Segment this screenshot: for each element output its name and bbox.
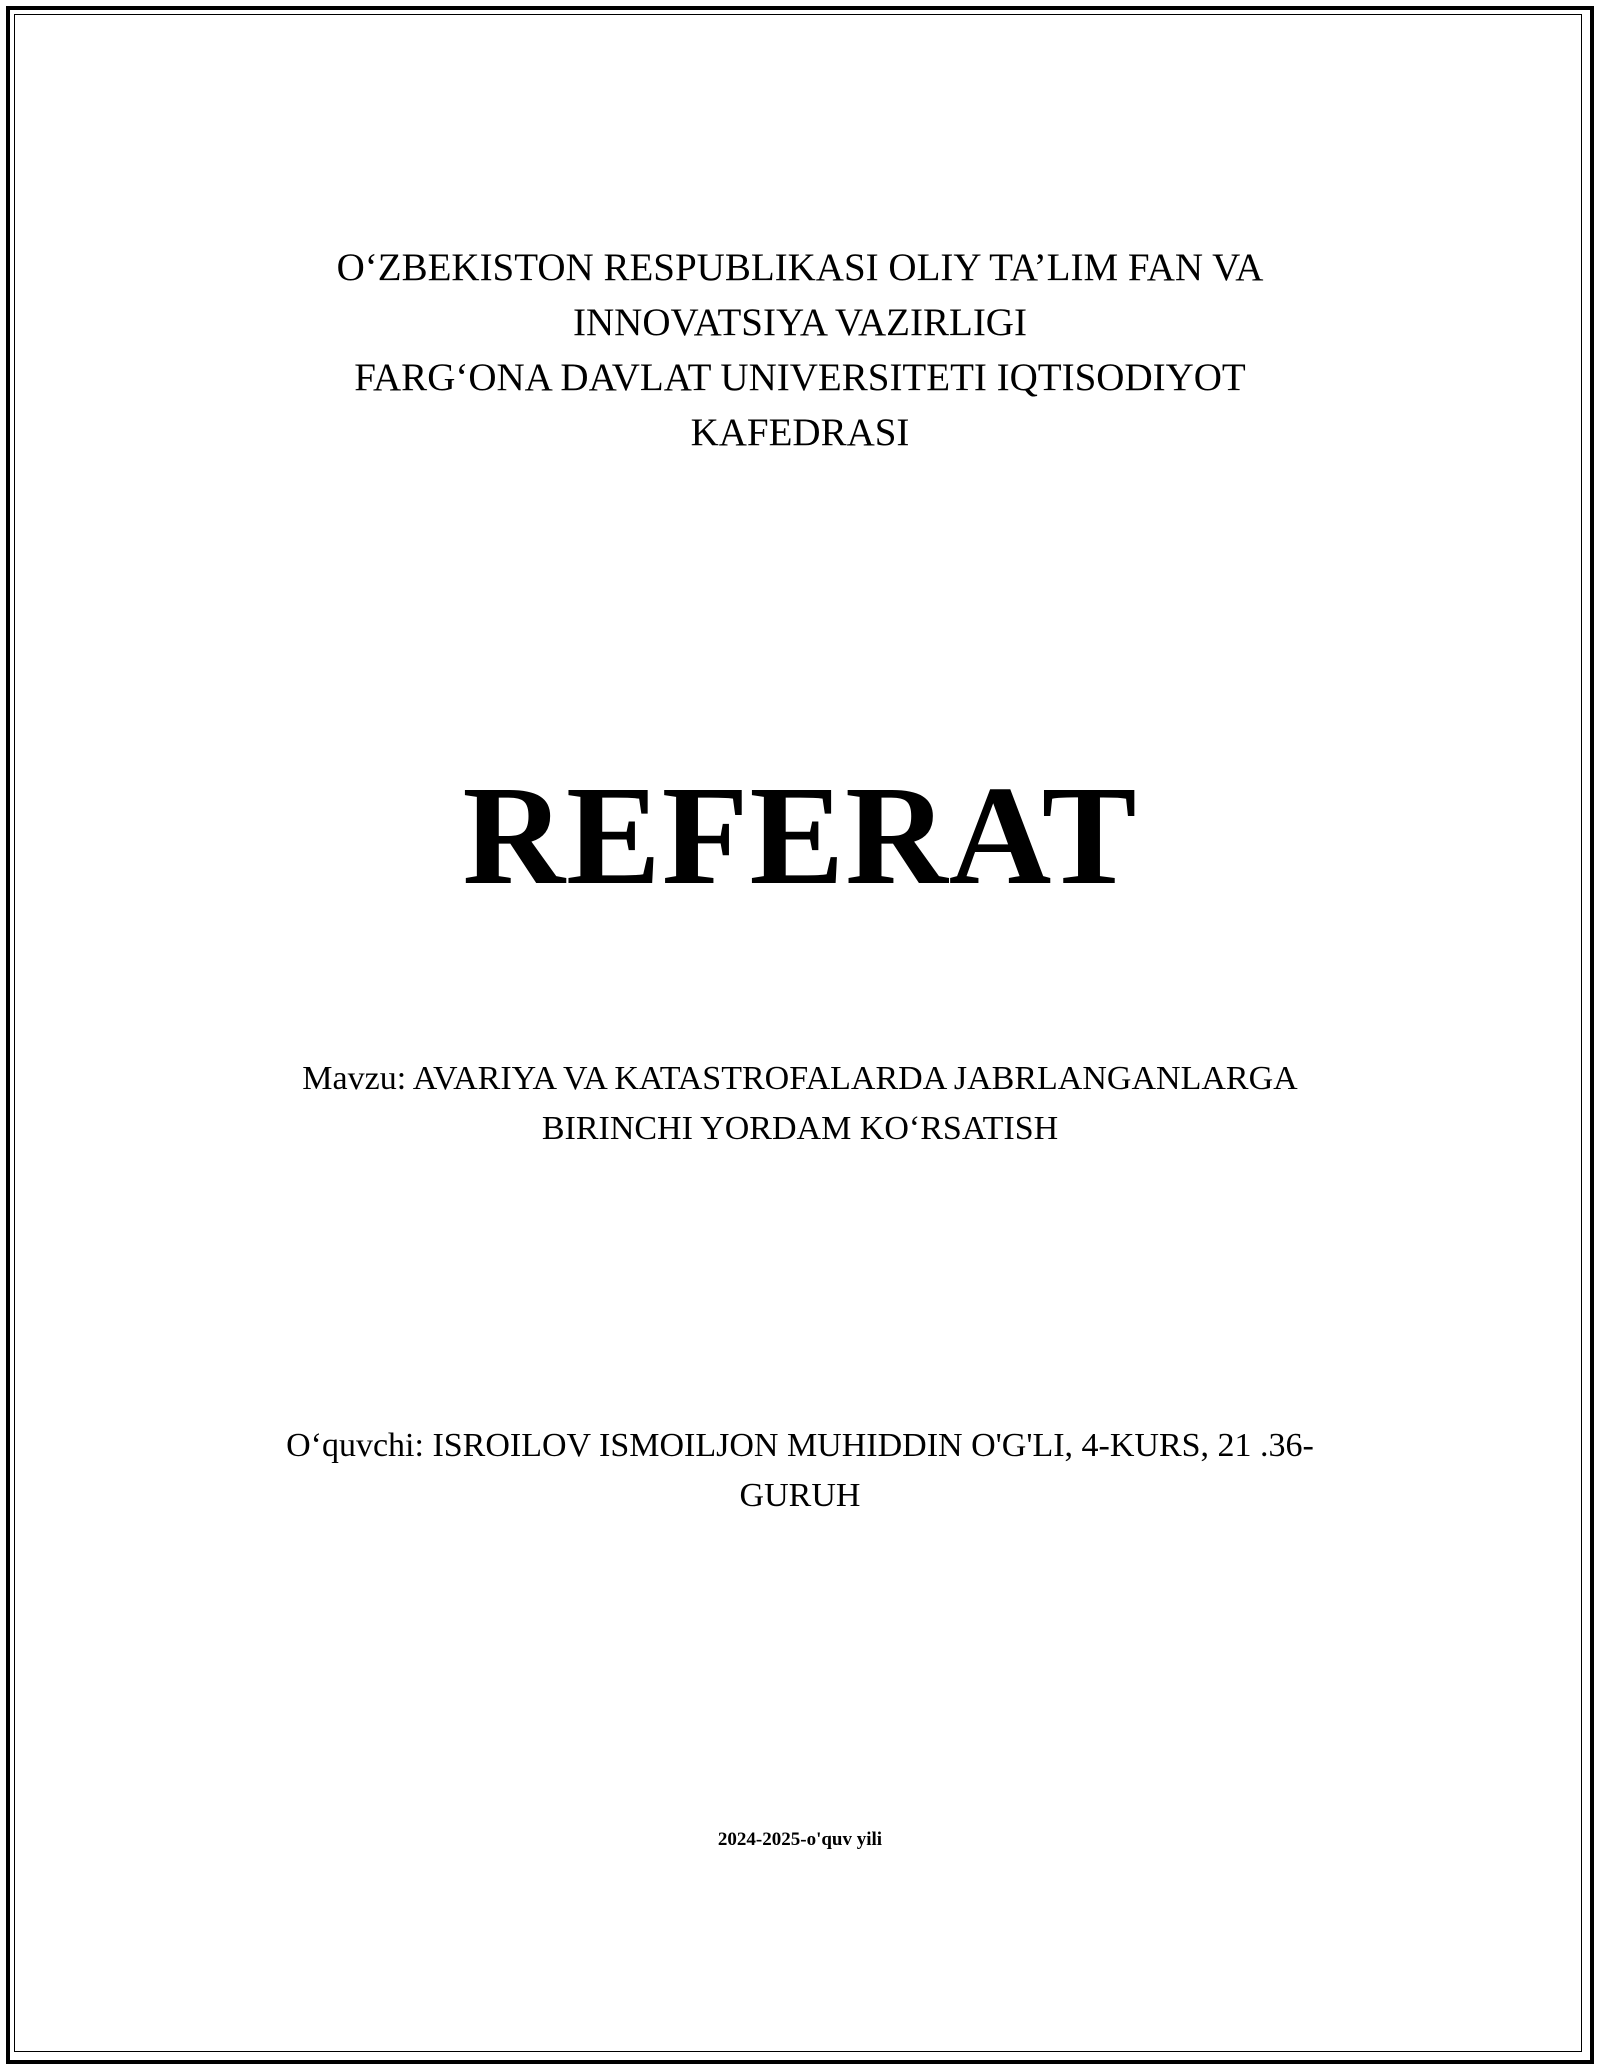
document-title: REFERAT — [462, 756, 1138, 914]
topic-block — [0, 1054, 1600, 1154]
ministry-line-1: O‘ZBEKISTON RESPUBLIKASI OLIY TA’LIM FAN VA — [336, 246, 1264, 289]
student-line-2: GURUH — [739, 1477, 861, 1514]
student-line-1: O‘quvchi: ISROILOV ISMOILJON MUHIDDIN O'G'LI, 4-KURS, 21 .36- — [286, 1427, 1314, 1464]
student-block — [0, 1421, 1600, 1521]
ministry-line-3: FARG‘ONA DAVLAT UNIVERSITETI IQTISODIYOT — [354, 356, 1246, 399]
ministry-line-2: INNOVATSIYA VAZIRLIGI — [573, 301, 1027, 344]
ministry-header — [0, 240, 1600, 460]
topic-line-1: Mavzu: AVARIYA VA KATASTROFALARDA JABRLANGANLARGA — [302, 1060, 1298, 1097]
ministry-line-4: KAFEDRASI — [690, 411, 910, 454]
academic-year: 2024-2025-o'quv yili — [717, 1829, 883, 1850]
topic-line-2: BIRINCHI YORDAM KO‘RSATISH — [541, 1110, 1059, 1147]
